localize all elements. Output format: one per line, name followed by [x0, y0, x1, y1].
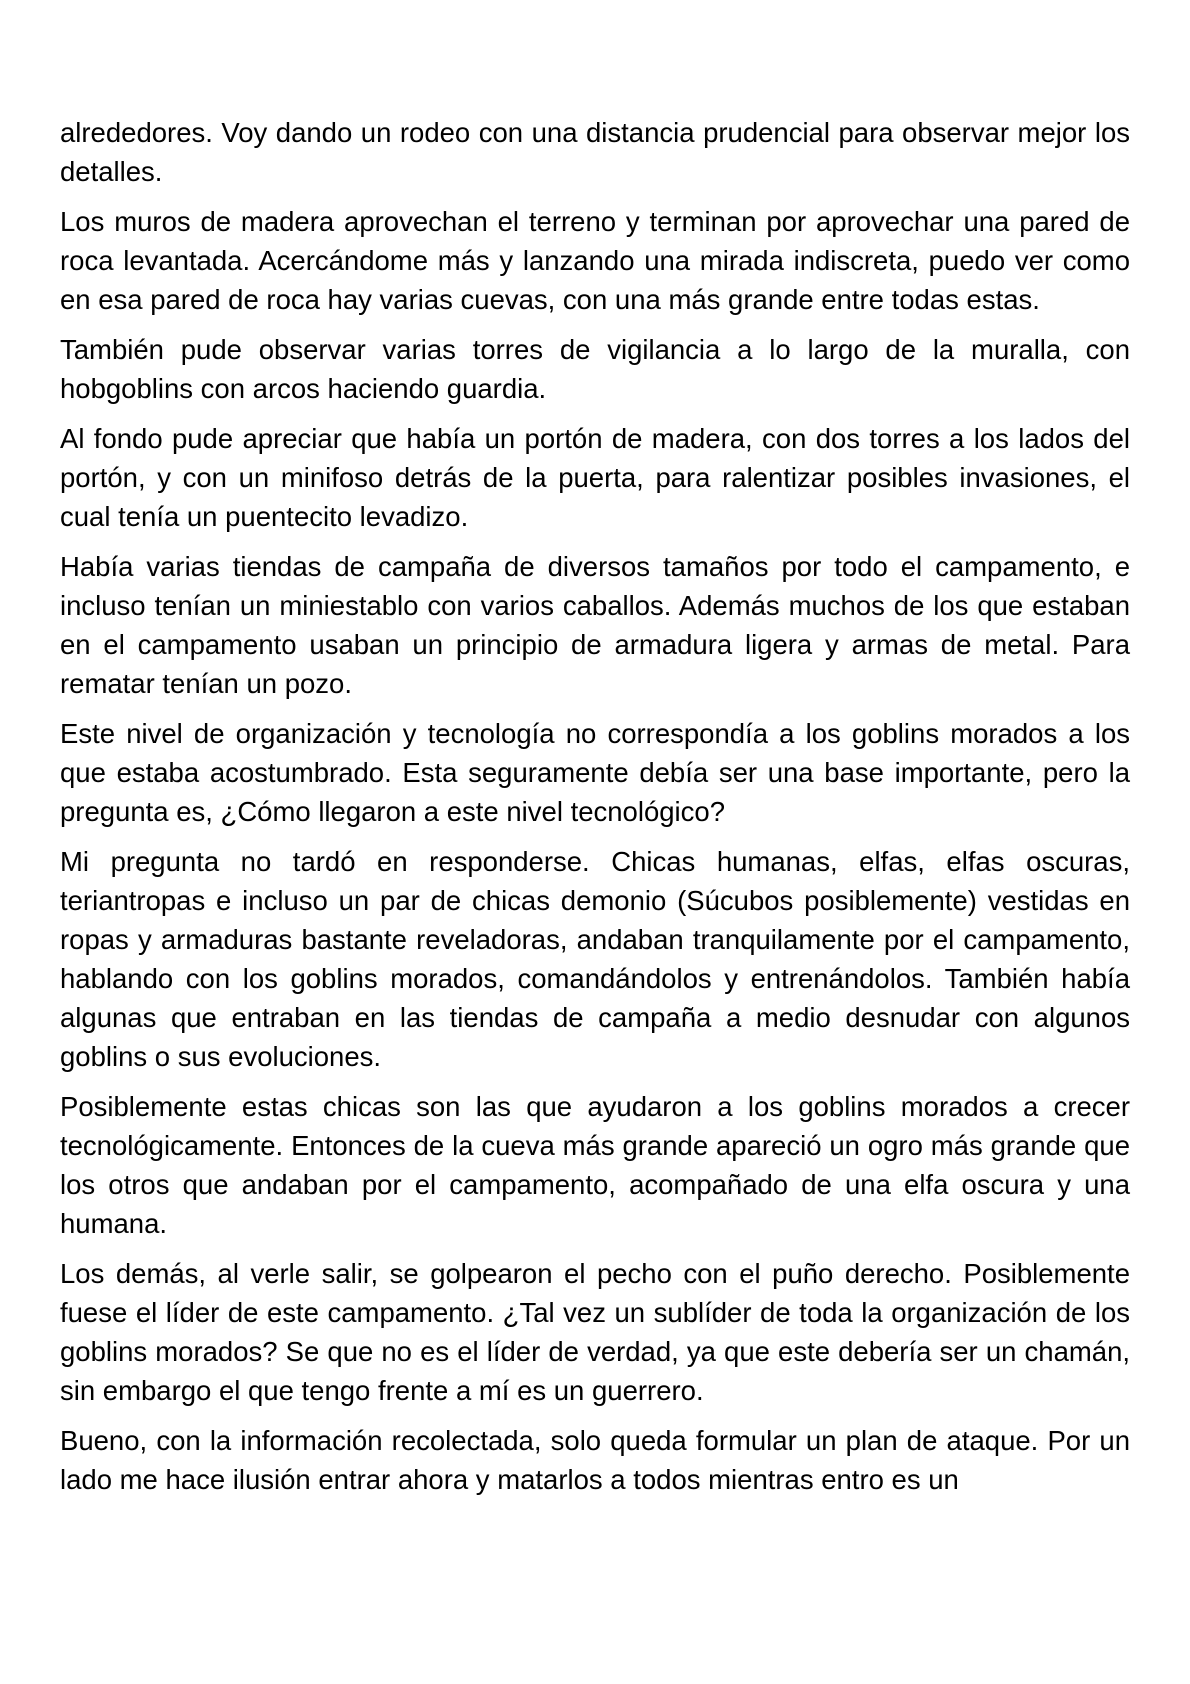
paragraph-8: Posiblemente estas chicas son las que ayudaron a los goblins morados a crecer tecnológicamente. Entonces de la cueva más grande apareció un ogro más grande que los otros que andaban por el campamento, acompañado de una elfa oscura y una humana. [60, 1091, 1130, 1239]
paragraph-10: Bueno, con la información recolectada, solo queda formular un plan de ataque. Por un lado me hace ilusión entrar ahora y matarlos a todos mientras entro es un [60, 1425, 1130, 1495]
document-page [60, 113, 1130, 1510]
paragraph-2: Los muros de madera aprovechan el terreno y terminan por aprovechar una pared de roca levantada. Acercándome más y lanzando una mirada indiscreta, puedo ver como en esa pared de roca hay varias cuevas, con una más grande entre todas estas. [60, 206, 1130, 315]
paragraph-9: Los demás, al verle salir, se golpearon el pecho con el puño derecho. Posiblemente fuese el líder de este campamento. ¿Tal vez un sublíder de toda la organización de los goblins morados? Se que no es el líder de verdad, ya que este debería ser un chamán, sin embargo el que tengo frente a mí es un guerrero. [60, 1258, 1130, 1406]
paragraph-1: alrededores. Voy dando un rodeo con una distancia prudencial para observar mejor los detalles. [60, 117, 1130, 187]
paragraph-3: También pude observar varias torres de vigilancia a lo largo de la muralla, con hobgoblins con arcos haciendo guardia. [60, 334, 1130, 404]
paragraph-6: Este nivel de organización y tecnología no correspondía a los goblins morados a los que estaba acostumbrado. Esta seguramente debía ser una base importante, pero la pregunta es, ¿Cómo llegaron a este nivel tecnológico? [60, 718, 1130, 827]
paragraph-4: Al fondo pude apreciar que había un portón de madera, con dos torres a los lados del portón, y con un minifoso detrás de la puerta, para ralentizar posibles invasiones, el cual tenía un puentecito levadizo. [60, 423, 1130, 532]
paragraph-5: Había varias tiendas de campaña de diversos tamaños por todo el campamento, e incluso tenían un miniestablo con varios caballos. Además muchos de los que estaban en el campamento usaban un principio de armadura ligera y armas de metal. Para rematar tenían un pozo. [60, 551, 1130, 699]
paragraph-7: Mi pregunta no tardó en responderse. Chicas humanas, elfas, elfas oscuras, teriantropas e incluso un par de chicas demonio (Súcubos posiblemente) vestidas en ropas y armaduras bastante reveladoras, andaban tranquilamente por el campamento, hablando con los goblins morados, comandándolos y entrenándolos. También había algunas que entraban en las tiendas de campaña a medio desnudar con algunos goblins o sus evoluciones. [60, 846, 1130, 1072]
